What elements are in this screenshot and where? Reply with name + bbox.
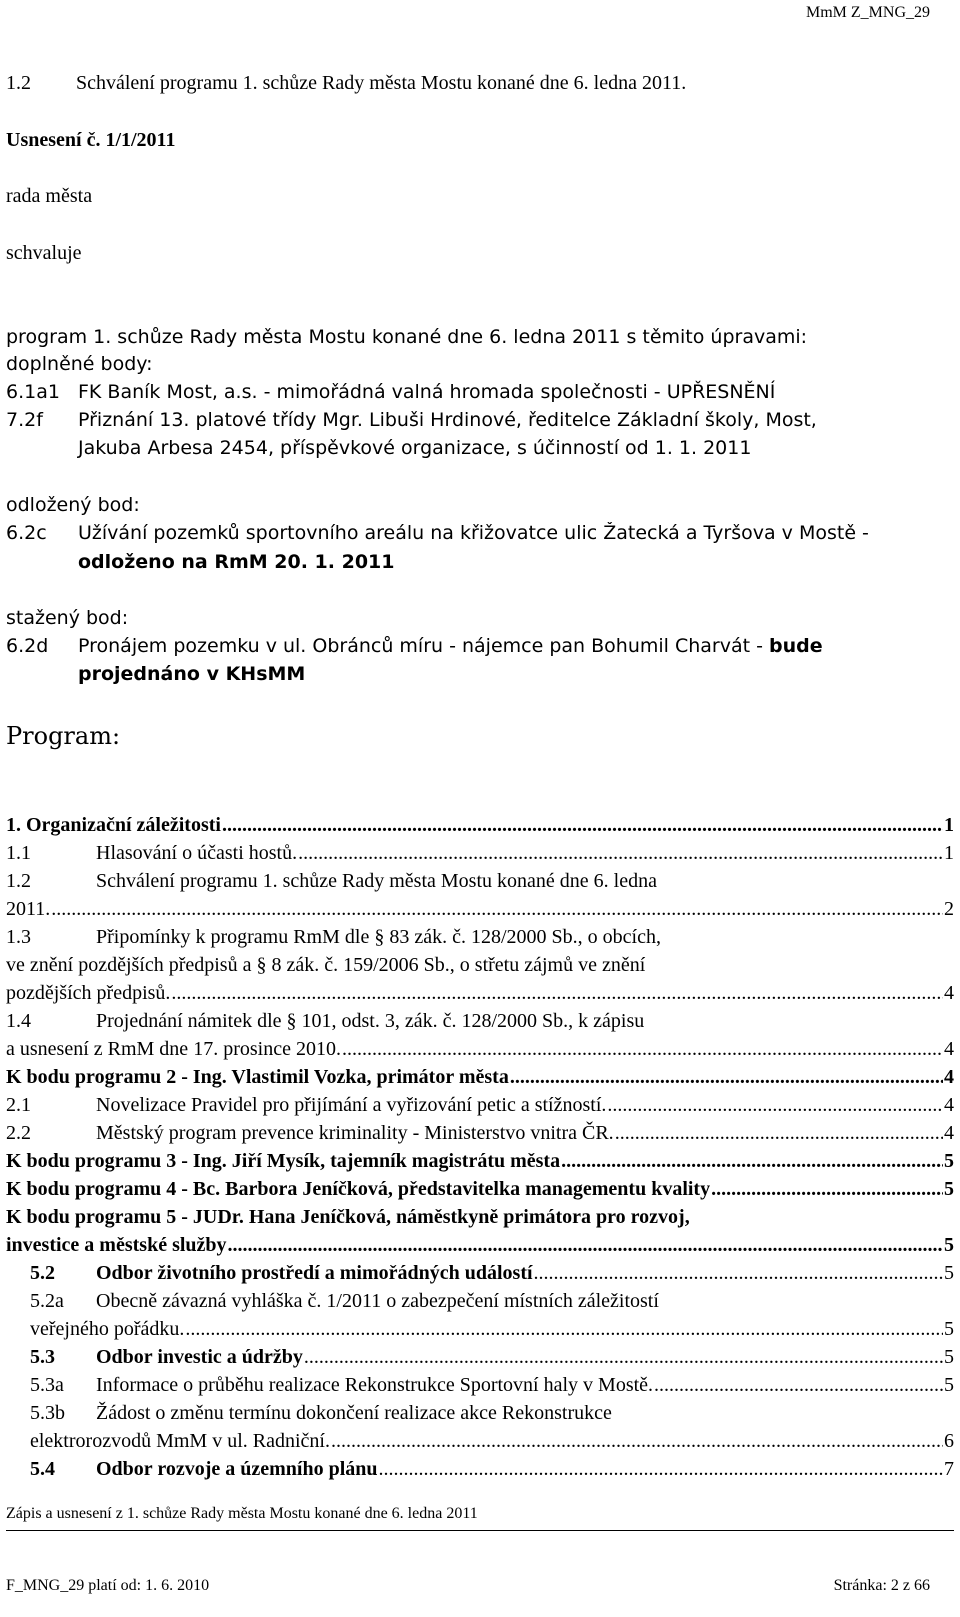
toc-entry-number: 5.4 (30, 1458, 55, 1480)
footer-page-number: Stránka: 2 z 66 (833, 1577, 930, 1594)
resolution-label: Usnesení č. 1/1/2011 (6, 129, 176, 151)
toc-entry[interactable] (6, 1091, 954, 1119)
withdrawn-item-text (78, 635, 942, 657)
toc-leader (228, 1231, 943, 1259)
program-change-line: program 1. schůze Rady města Mostu konané dne 6. ledna 2011 s těmito úpravami: (6, 326, 808, 348)
toc-entry-page: 5 (944, 1262, 954, 1284)
toc-leader (510, 1063, 943, 1091)
toc-leader (711, 1175, 943, 1203)
toc-entry-number: 2.1 (6, 1094, 31, 1116)
added-item-text-continued: Jakuba Arbesa 2454, příspěvkové organizace, s účinností od 1. 1. 2011 (78, 437, 752, 459)
agenda-item-number: 1.2 (6, 72, 31, 94)
resolution-body: rada města (6, 185, 93, 207)
toc-leader (615, 1119, 943, 1147)
withdrawn-item-num: 6.2d (6, 635, 49, 657)
toc-entry[interactable] (6, 1175, 954, 1203)
postponed-item-note: odloženo na RmM 20. 1. 2011 (78, 551, 395, 573)
toc-entry-number: 5.2a (30, 1290, 64, 1312)
toc-leader (534, 1259, 943, 1287)
toc-leader (607, 1091, 943, 1119)
postponed-item-num: 6.2c (6, 522, 47, 544)
toc-entry-title: K bodu programu 4 - Bc. Barbora Jeníčková, představitelka managementu kvality (6, 1178, 711, 1200)
toc-entry-page: 4 (944, 1066, 954, 1088)
footer-divider (6, 1530, 954, 1531)
toc-leader (51, 895, 943, 923)
toc-entry-page: 6 (944, 1430, 954, 1452)
toc-entry-title: Projednání námitek dle § 101, odst. 3, zák. č. 128/2000 Sb., k zápisu (96, 1010, 645, 1032)
toc-entry[interactable] (6, 1147, 954, 1175)
toc-entry-page: 5 (944, 1150, 954, 1172)
footer-validity: F_MNG_29 platí od: 1. 6. 2010 (6, 1577, 210, 1594)
toc-entry-title: Informace o průběhu realizace Rekonstrukce Sportovní haly v Mostě. (96, 1374, 654, 1396)
toc-entry[interactable] (6, 1287, 954, 1315)
toc-entry-title: pozdějších předpisů. (6, 982, 171, 1004)
toc-entry-title: K bodu programu 2 - Ing. Vlastimil Vozka, primátor města (6, 1066, 509, 1088)
toc-entry-number: 1.1 (6, 842, 31, 864)
toc-entry-title: Žádost o změnu termínu dokončení realizace akce Rekonstrukce (96, 1402, 612, 1424)
toc-entry-page: 2 (944, 898, 954, 920)
added-heading: doplněné body: (6, 353, 153, 375)
withdrawn-heading: stažený bod: (6, 607, 129, 629)
withdrawn-item-text-bold: bude (769, 635, 823, 657)
toc-entry-number: 5.3a (30, 1374, 64, 1396)
toc-entry-continued[interactable] (6, 1231, 954, 1259)
toc-entry[interactable] (6, 923, 954, 951)
toc-entry-continued[interactable] (6, 979, 954, 1007)
toc-entry-page: 5 (944, 1318, 954, 1340)
toc-entry-title: 1. Organizační záležitosti (6, 814, 221, 836)
toc-entry-page: 4 (944, 1094, 954, 1116)
toc-entry-page: 7 (944, 1458, 954, 1480)
toc-entry-page: 4 (944, 1122, 954, 1144)
toc-entry-page: 5 (944, 1374, 954, 1396)
toc-entry-title: veřejného pořádku. (30, 1318, 185, 1340)
postponed-item-text: Užívání pozemků sportovního areálu na křižovatce ulic Žatecká a Tyršova v Mostě - (78, 522, 869, 544)
toc-entry-continued[interactable] (6, 1035, 954, 1063)
toc-leader (342, 1035, 943, 1063)
toc-entry-continued[interactable] (6, 895, 954, 923)
withdrawn-item-note: projednáno v KHsMM (78, 663, 306, 685)
toc-entry-title: Odbor investic a údržby (96, 1346, 303, 1368)
withdrawn-item-text-regular: Pronájem pozemku v ul. Obránců míru - nájemce pan Bohumil Charvát - (78, 635, 763, 657)
toc-leader (298, 839, 943, 867)
toc-entry[interactable] (6, 1007, 954, 1035)
toc-leader (331, 1427, 943, 1455)
toc-entry-number: 1.4 (6, 1010, 31, 1032)
toc-entry-continued[interactable] (6, 1427, 954, 1455)
postponed-heading: odložený bod: (6, 494, 140, 516)
toc-entry-page: 4 (944, 1038, 954, 1060)
toc-entry-number: 5.3 (30, 1346, 55, 1368)
toc-entry-number: 1.2 (6, 870, 31, 892)
program-heading: Program: (6, 722, 121, 750)
toc-entry-title: 2011. (6, 898, 51, 920)
toc-entry-title: Městský program prevence kriminality - Ministerstvo vnitra ČR. (96, 1122, 614, 1144)
toc-entry-page: 4 (944, 982, 954, 1004)
toc-entry-title: Připomínky k programu RmM dle § 83 zák. č. 128/2000 Sb., o obcích, (96, 926, 661, 948)
toc-entry-number: 5.3b (30, 1402, 65, 1424)
toc-entry-page: 5 (944, 1234, 954, 1256)
toc-entry-title: Schválení programu 1. schůze Rady města Mostu konané dne 6. ledna (96, 870, 657, 892)
toc-entry[interactable] (6, 1343, 954, 1371)
added-item-text: FK Baník Most, a.s. - mimořádná valná hromada společnosti - UPŘESNĚNÍ (78, 381, 776, 403)
toc-entry-number: 1.3 (6, 926, 31, 948)
document-code: MmM Z_MNG_29 (805, 4, 930, 21)
footer-minutes-title: Zápis a usnesení z 1. schůze Rady města Mostu konané dne 6. ledna 2011 (6, 1505, 478, 1522)
toc-entry-title: Hlasování o účasti hostů. (96, 842, 298, 864)
toc-entry[interactable] (6, 1063, 954, 1091)
toc-entry-title: Odbor rozvoje a územního plánu (96, 1458, 378, 1480)
toc-entry[interactable] (6, 839, 954, 867)
toc-leader (561, 1147, 943, 1175)
toc-leader (185, 1315, 943, 1343)
added-item-num: 7.2f (6, 409, 43, 431)
toc-entry-title: K bodu programu 3 - Ing. Jiří Mysík, tajemník magistrátu města (6, 1150, 561, 1172)
toc-entry[interactable] (6, 1259, 954, 1287)
toc-leader (222, 811, 943, 839)
toc-entry[interactable] (6, 1455, 954, 1483)
toc-entry-title: Obecně závazná vyhláška č. 1/2011 o zabezpečení místních záležitostí (96, 1290, 659, 1312)
toc-entry-page: 5 (944, 1346, 954, 1368)
toc-entry-page: 1 (944, 842, 954, 864)
toc-leader (304, 1343, 943, 1371)
toc-entry-page: 5 (944, 1178, 954, 1200)
toc-entry[interactable] (6, 1371, 954, 1399)
added-item-text: Přiznání 13. platové třídy Mgr. Libuši Hrdinové, ředitelce Základní školy, Most, (78, 409, 817, 431)
toc-leader (171, 979, 943, 1007)
toc-entry-continued[interactable] (6, 1315, 954, 1343)
toc-entry-title: a usnesení z RmM dne 17. prosince 2010. (6, 1038, 341, 1060)
added-item-num: 6.1a1 (6, 381, 60, 403)
toc-entry[interactable] (6, 867, 954, 895)
toc-entry-title: Novelizace Pravidel pro přijímání a vyřizování petic a stížností. (96, 1094, 607, 1116)
toc-entry-continued: ve znění pozdějších předpisů a § 8 zák. č. 159/2006 Sb., o střetu zájmů ve znění (6, 954, 646, 976)
toc-entry[interactable] (6, 811, 954, 839)
toc-entry-number: 5.2 (30, 1262, 55, 1284)
resolution-verb: schvaluje (6, 242, 82, 264)
toc-leader (654, 1371, 943, 1399)
toc-entry-title: investice a městské služby (6, 1234, 227, 1256)
toc-entry-title: elektrorozvodů MmM v ul. Radniční. (30, 1430, 330, 1452)
toc-entry-page: 1 (944, 814, 954, 836)
toc-leader (379, 1455, 943, 1483)
toc-entry-number: 2.2 (6, 1122, 31, 1144)
toc-entry[interactable] (6, 1119, 954, 1147)
toc-entry[interactable]: K bodu programu 5 - JUDr. Hana Jeníčková, náměstkyně primátora pro rozvoj, (6, 1206, 690, 1228)
toc-entry-title: Odbor životního prostředí a mimořádných událostí (96, 1262, 533, 1284)
toc-entry[interactable] (6, 1399, 954, 1427)
agenda-item-title: Schválení programu 1. schůze Rady města Mostu konané dne 6. ledna 2011. (76, 72, 687, 94)
